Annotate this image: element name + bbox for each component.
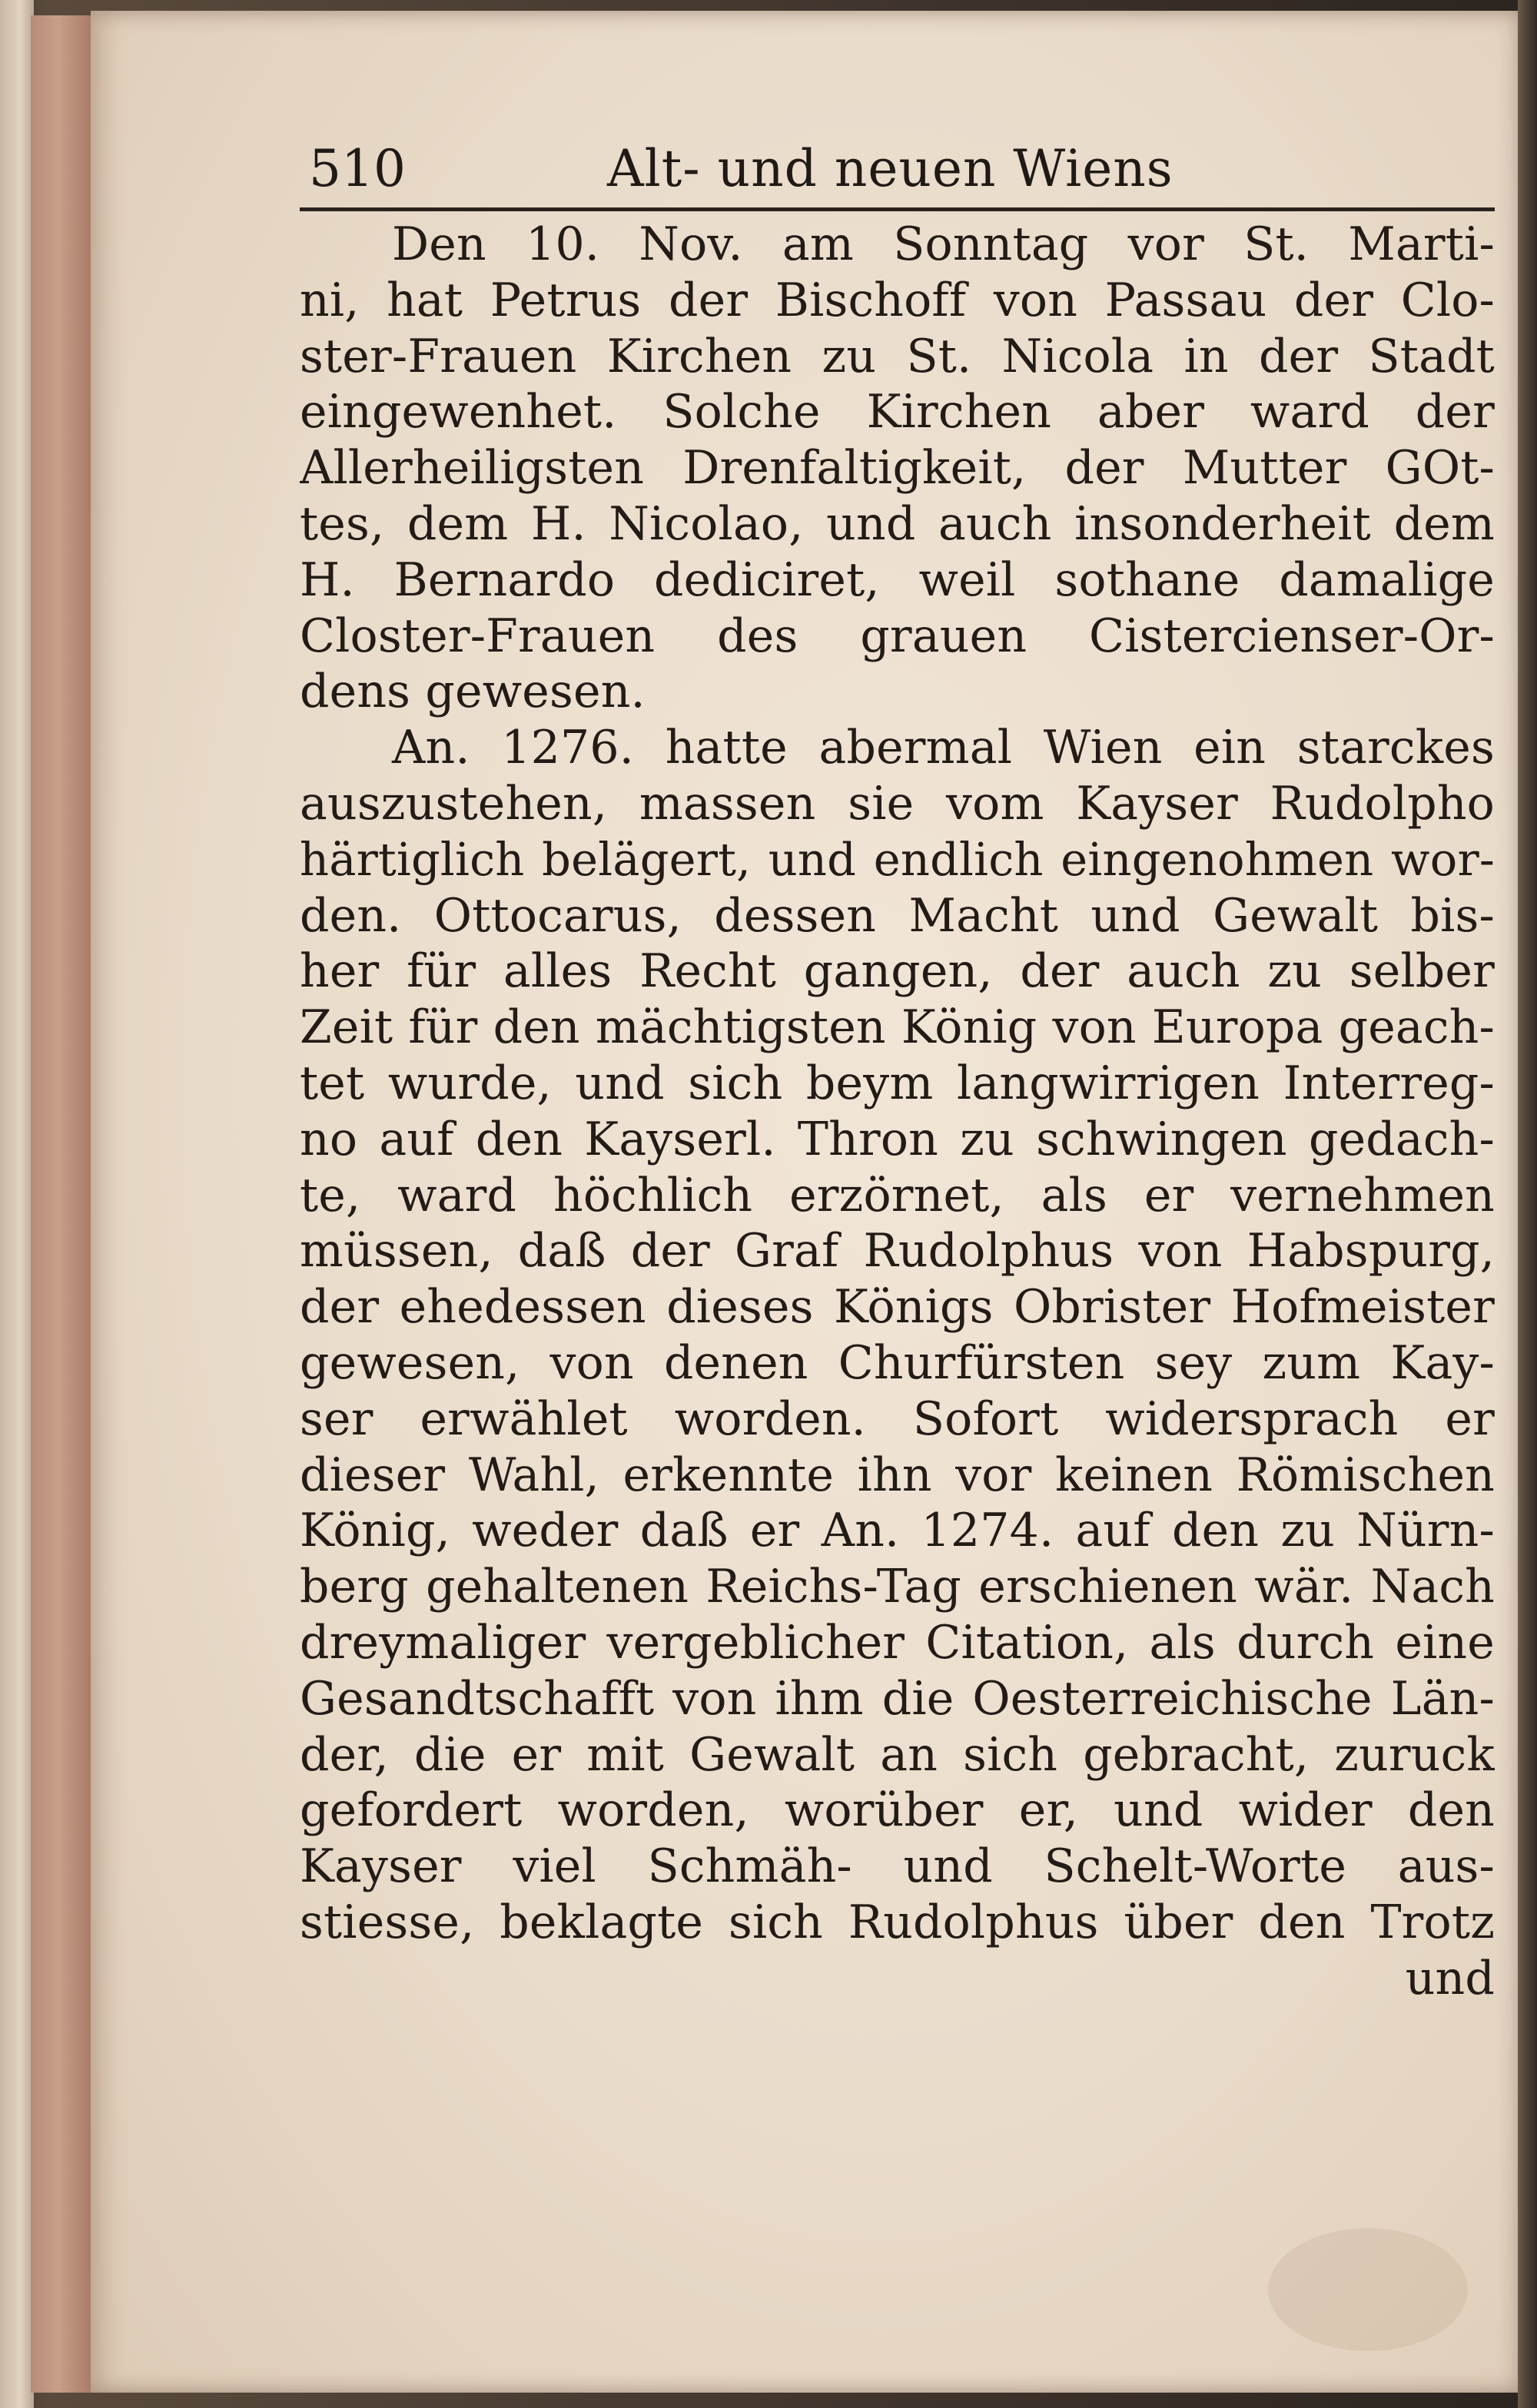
text-line: ni, hat Petrus der Bischoff von Passau der Clo- bbox=[300, 273, 1495, 327]
text-line: der, die er mit Gewalt an sich gebracht, zuruck bbox=[300, 1727, 1495, 1782]
text-line: dieser Wahl, erkennte ihn vor keinen Römischen bbox=[300, 1448, 1495, 1502]
text-line: her für alles Recht gangen, der auch zu selber bbox=[300, 944, 1495, 999]
text-line: berg gehaltenen Reichs-Tag erschienen wär. Nach bbox=[300, 1560, 1495, 1614]
text-line: und bbox=[1405, 1951, 1495, 2005]
text-line: tes, dem H. Nicolao, und auch insonderheit dem bbox=[300, 496, 1495, 551]
text-line: Zeit für den mächtigsten König von Europa geach- bbox=[300, 1000, 1495, 1055]
text-line: H. Bernardo dediciret, weil sothane damalige bbox=[300, 552, 1495, 607]
text-line: Allerheiligsten Drenfaltigkeit, der Mutter GOt- bbox=[300, 441, 1495, 496]
text-line: auszustehen, massen sie vom Kayser Rudolpho bbox=[300, 776, 1495, 831]
header-rule bbox=[300, 207, 1495, 211]
red-page-edge bbox=[31, 15, 94, 2393]
text-line: gefordert worden, worüber er, und wider den bbox=[300, 1783, 1495, 1838]
text-line: eingewenhet. Solche Kirchen aber ward der bbox=[300, 385, 1495, 439]
page-number: 510 bbox=[309, 139, 406, 198]
text-line: König, weder daß er An. 1274. auf den zu Nürn- bbox=[300, 1504, 1495, 1558]
binding-shadow bbox=[1518, 0, 1537, 2408]
running-title: Alt- und neuen Wiens bbox=[607, 139, 1173, 198]
text-line: Den 10. Nov. am Sonntag vor St. Marti- bbox=[392, 217, 1495, 271]
text-line: gewesen, von denen Churfürsten sey zum Kay- bbox=[300, 1335, 1495, 1390]
text-line: müssen, daß der Graf Rudolphus von Habspurg, bbox=[300, 1224, 1495, 1279]
page-header bbox=[300, 138, 1499, 200]
text-line: härtiglich belägert, und endlich eingenohmen wor- bbox=[300, 832, 1495, 886]
text-line: Closter-Frauen des grauen Cistercienser-Or- bbox=[300, 609, 1495, 663]
text-line: Kayser viel Schmäh- und Schelt-Worte aus- bbox=[300, 1839, 1495, 1894]
adjacent-page-edge bbox=[0, 0, 34, 2408]
text-line: Gesandtschafft von ihm die Oesterreichische Län- bbox=[300, 1671, 1495, 1726]
text-line: ser erwählet worden. Sofort widersprach er bbox=[300, 1391, 1495, 1446]
text-line: den. Ottocarus, dessen Macht und Gewalt bis- bbox=[300, 888, 1495, 943]
text-line: der ehedessen dieses Königs Obrister Hofmeister bbox=[300, 1280, 1495, 1335]
text-line: ster-Frauen Kirchen zu St. Nicola in der Stadt bbox=[300, 329, 1495, 383]
text-line: dreymaliger vergeblicher Citation, als durch eine bbox=[300, 1615, 1495, 1670]
text-line: dens gewesen. bbox=[300, 665, 646, 719]
text-line: stiesse, beklagte sich Rudolphus über den Trotz bbox=[300, 1895, 1495, 1949]
text-line: te, ward höchlich erzörnet, als er vernehmen bbox=[300, 1168, 1495, 1222]
body-text bbox=[300, 217, 1495, 2007]
text-line: no auf den Kayserl. Thron zu schwingen gedach- bbox=[300, 1112, 1495, 1166]
text-line: tet wurde, und sich beym langwirrigen Interreg- bbox=[300, 1056, 1495, 1110]
paper-stain bbox=[1268, 2228, 1468, 2351]
text-line: An. 1276. hatte abermal Wien ein starckes bbox=[392, 721, 1495, 775]
